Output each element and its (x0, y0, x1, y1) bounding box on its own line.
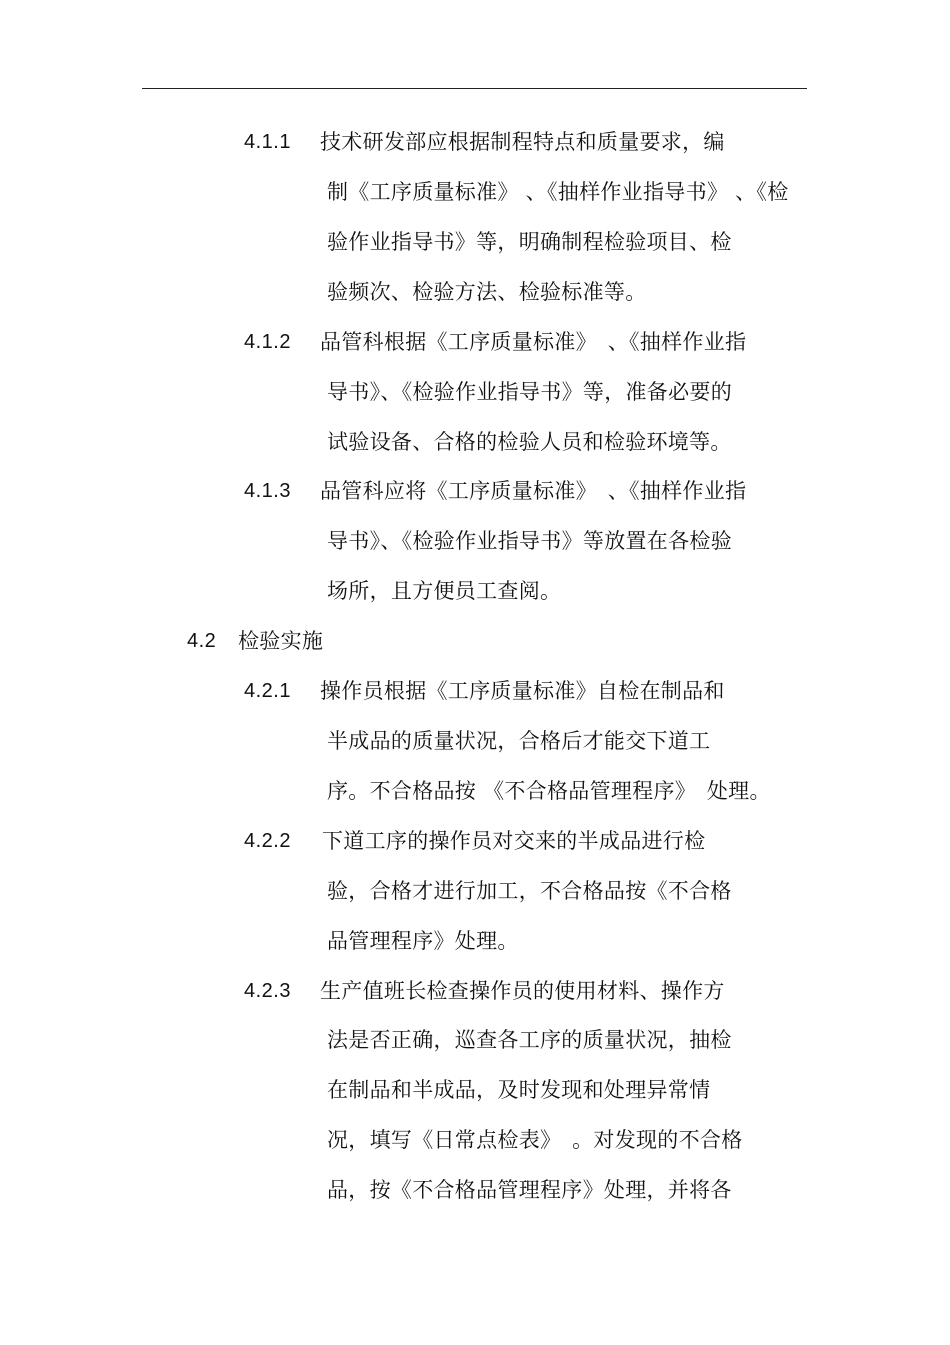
section-4-2-3-line-1: 生产值班长检查操作员的使用材料、操作方 (320, 979, 725, 1003)
section-4-2-3-line-2: 法是否正确，巡查各工序的质量状况，抽检 (327, 1028, 732, 1052)
section-number-4-2-1: 4.2.1 (244, 680, 291, 702)
section-4-1-3-line-2: 导书》、《检验作业指导书》等放置在各检验 (327, 529, 732, 553)
section-4-2-2-line-2: 验，合格才进行加工，不合格品按《不合格 (327, 879, 732, 903)
section-number-4-1-2: 4.1.2 (244, 331, 291, 353)
section-4-2-3-line-3: 在制品和半成品，及时发现和处理异常情 (327, 1078, 711, 1102)
section-number-4-2: 4.2 (187, 630, 217, 652)
section-4-1-1-line-1: 技术研发部应根据制程特点和质量要求，编 (320, 130, 725, 154)
section-4-2-3-line-4: 况，填写《日常点检表》 。对发现的不合格 (327, 1128, 743, 1152)
section-4-2-2-line-1: 下道工序的操作员对交来的半成品进行检 (322, 829, 706, 853)
section-4-2-2-line-3: 品管理程序》处理。 (327, 929, 519, 953)
section-4-1-2-line-2: 导书》、《检验作业指导书》等，准备必要的 (327, 380, 732, 404)
section-4-1-1-line-2: 制《工序质量标准》 、《抽样作业指导书》 、《检 (327, 180, 789, 204)
section-4-2-heading: 检验实施 (238, 629, 324, 653)
section-4-2-1-line-2: 半成品的质量状况，合格后才能交下道工 (327, 729, 711, 753)
section-4-1-2-line-3: 试验设备、合格的检验人员和检验环境等。 (327, 430, 732, 454)
section-4-1-2-line-1: 品管科根据《工序质量标准》 、《抽样作业指 (320, 330, 747, 354)
section-4-2-1-line-3: 序。不合格品按 《不合格品管理程序》 处理。 (327, 779, 771, 803)
section-4-1-1-line-3: 验作业指导书》等，明确制程检验项目、检 (327, 230, 732, 254)
section-4-1-3-line-3: 场所，且方便员工查阅。 (327, 579, 562, 603)
section-number-4-1-3: 4.1.3 (244, 480, 291, 502)
section-number-4-2-2: 4.2.2 (244, 830, 291, 852)
section-number-4-2-3: 4.2.3 (244, 980, 291, 1002)
section-4-2-1-line-1: 操作员根据《工序质量标准》自检在制品和 (320, 679, 725, 703)
section-number-4-1-1: 4.1.1 (244, 131, 291, 153)
header-rule (142, 88, 807, 89)
section-4-2-3-line-5: 品，按《不合格品管理程序》处理，并将各 (327, 1178, 732, 1202)
section-4-1-3-line-1: 品管科应将《工序质量标准》 、《抽样作业指 (320, 479, 747, 503)
section-4-1-1-line-4: 验频次、检验方法、检验标准等。 (327, 280, 647, 304)
